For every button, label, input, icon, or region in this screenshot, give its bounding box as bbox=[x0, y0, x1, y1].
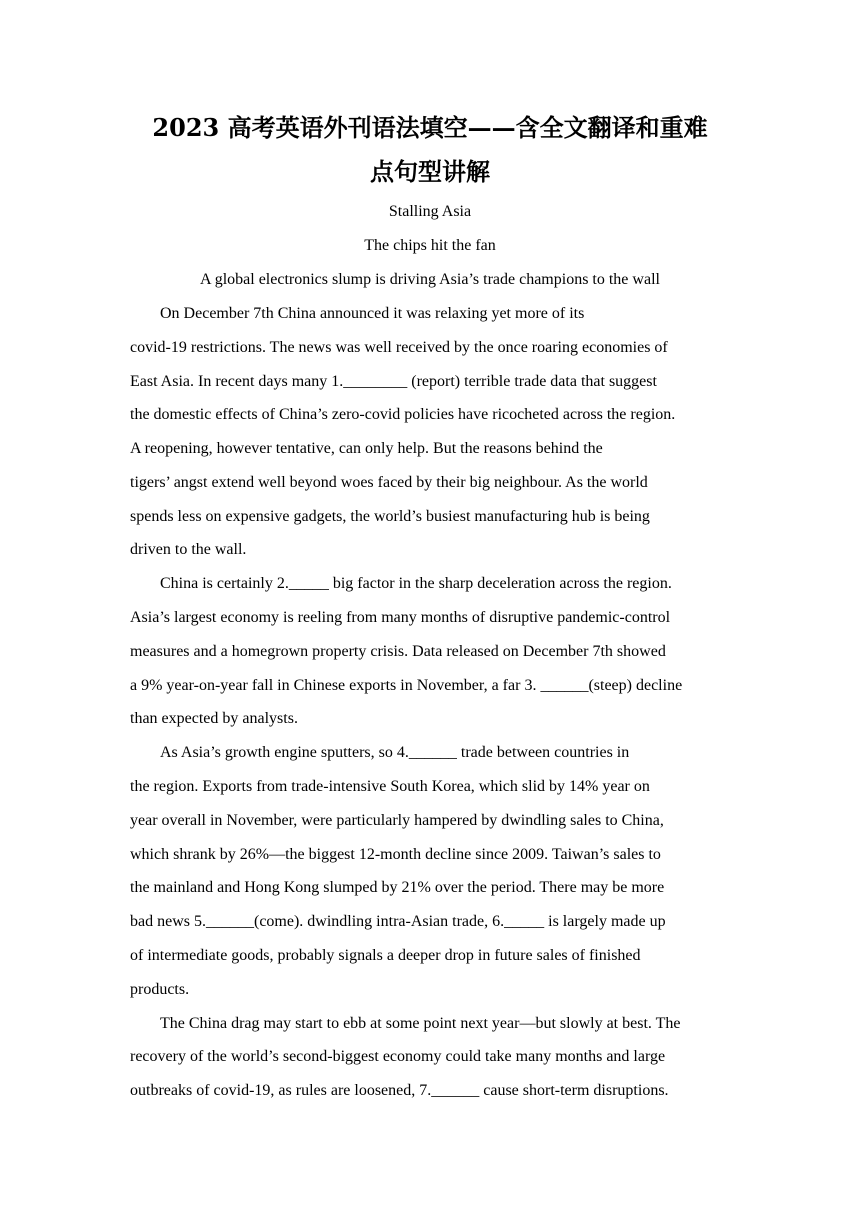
paragraph-line: the mainland and Hong Kong slumped by 21% over the period. There may be more bbox=[130, 879, 665, 896]
paragraph-line: A reopening, however tentative, can only help. But the reasons behind the bbox=[130, 440, 603, 457]
article-subheadline: A global electronics slump is driving Asia’s trade champions to the wall bbox=[200, 271, 660, 288]
paragraph-line: covid-19 restrictions. The news was well received by the once roaring economies of bbox=[130, 339, 668, 356]
paragraph-line: measures and a homegrown property crisis. Data released on December 7th showed bbox=[130, 643, 666, 660]
paragraph-line: than expected by analysts. bbox=[130, 710, 298, 727]
paragraph-line: spends less on expensive gadgets, the world’s busiest manufacturing hub is being bbox=[130, 508, 650, 525]
paragraph-line: China is certainly 2._____ big factor in the sharp deceleration across the region. bbox=[160, 575, 672, 592]
section-label: Stalling Asia bbox=[388, 203, 472, 220]
paragraph-line: the region. Exports from trade-intensive South Korea, which slid by 14% year on bbox=[130, 778, 650, 795]
paragraph-line: the domestic effects of China’s zero-covid policies have ricocheted across the region. bbox=[130, 406, 676, 423]
paragraph-line: Asia’s largest economy is reeling from many months of disruptive pandemic-control bbox=[130, 609, 671, 626]
paragraph-line: a 9% year-on-year fall in Chinese exports in November, a far 3. ______(steep) decline bbox=[130, 677, 683, 694]
paragraph-line: which shrank by 26%—the biggest 12-month decline since 2009. Taiwan’s sales to bbox=[130, 846, 661, 863]
paragraph-line: As Asia’s growth engine sputters, so 4.______ trade between countries in bbox=[160, 744, 630, 761]
paragraph-line: East Asia. In recent days many 1.________ (report) terrible trade data that suggest bbox=[130, 373, 657, 390]
document-title-line-1: 2023 高考英语外刊语法填空——含全文翻译和重难 bbox=[152, 113, 708, 142]
paragraph-line: products. bbox=[130, 981, 190, 998]
paragraph-line: of intermediate goods, probably signals a deeper drop in future sales of finished bbox=[130, 947, 641, 964]
article-headline: The chips hit the fan bbox=[364, 237, 496, 254]
paragraph-line: year overall in November, were particularly hampered by dwindling sales to China, bbox=[130, 812, 664, 829]
paragraph-line: bad news 5.______(come). dwindling intra-Asian trade, 6._____ is largely made up bbox=[130, 913, 666, 930]
paragraph-line: On December 7th China announced it was relaxing yet more of its bbox=[160, 305, 585, 322]
paragraph-line: recovery of the world’s second-biggest economy could take many months and large bbox=[130, 1048, 666, 1065]
paragraph-line: driven to the wall. bbox=[130, 541, 247, 558]
paragraph-line: The China drag may start to ebb at some point next year—but slowly at best. The bbox=[160, 1015, 681, 1032]
document-title-line-2: 点句型讲解 bbox=[370, 157, 490, 186]
paragraph-line: tigers’ angst extend well beyond woes faced by their big neighbour. As the world bbox=[130, 474, 648, 491]
paragraph-line: outbreaks of covid-19, as rules are loosened, 7.______ cause short-term disruptions. bbox=[130, 1082, 669, 1099]
